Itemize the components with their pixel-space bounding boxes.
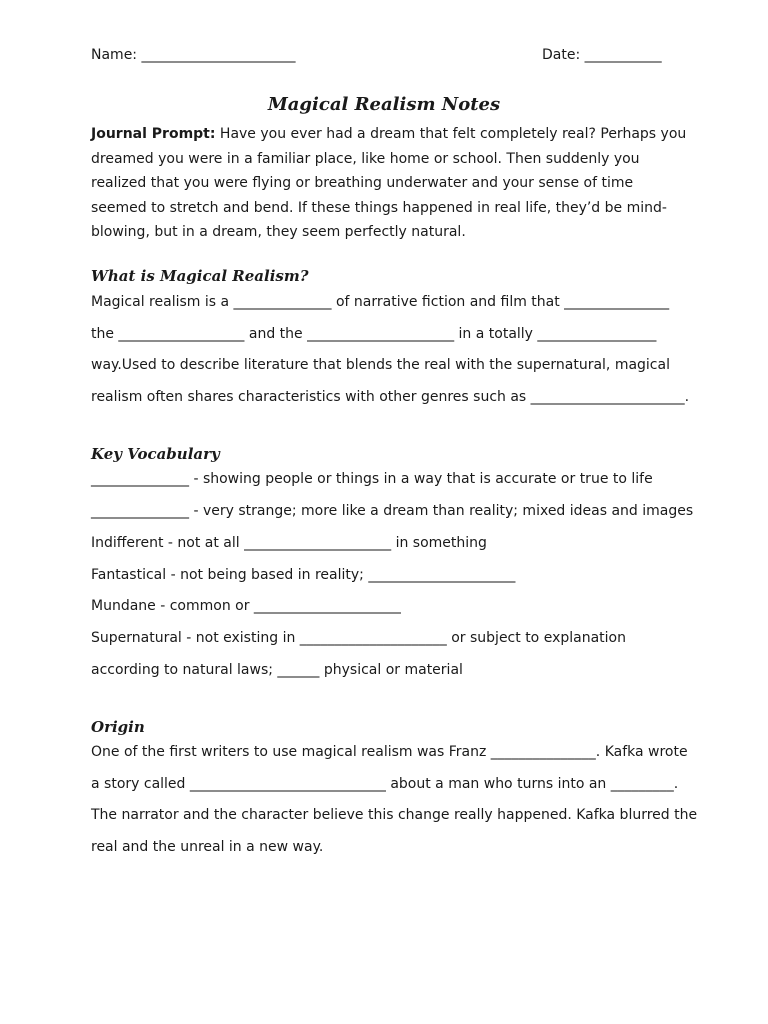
vocab-line: ______________ - very strange; more like a dream than reality; mixed ideas and images [91,503,694,519]
journal-prompt-label: Journal Prompt: [91,126,216,142]
vocab-line: according to natural laws; ______ physical or material [91,662,463,678]
origin-line: One of the first writers to use magical realism was Franz _______________. Kafka wrote [91,744,688,760]
vocab-line: Supernatural - not existing in _____________________ or subject to explanation [91,630,626,646]
what-is-line: the __________________ and the _____________________ in a totally _________________ [91,326,657,342]
origin-line: real and the unreal in a new way. [91,839,324,855]
vocab-line: Fantastical - not being based in reality; _____________________ [91,567,516,583]
what-is-line: Magical realism is a ______________ of narrative fiction and film that _______________ [91,294,670,310]
key-vocabulary-heading: Key Vocabulary [91,445,220,463]
vocab-line: ______________ - showing people or things in a way that is accurate or true to life [91,471,653,487]
vocab-line: Indifferent - not at all _____________________ in something [91,535,487,551]
header-row [91,47,671,69]
vocab-line: Mundane - common or _____________________ [91,598,401,614]
origin-line: The narrator and the character believe this change really happened. Kafka blurred the [91,807,698,823]
date-field: Date: ___________ [542,47,662,63]
what-is-line: way.Used to describe literature that blends the real with the supernatural, magical [91,357,670,373]
origin-line: a story called ____________________________ about a man who turns into an _________. [91,776,679,792]
name-field: Name: ______________________ [91,47,296,63]
journal-prompt [91,122,687,245]
what-is-heading: What is Magical Realism? [91,267,309,285]
page-title: Magical Realism Notes [267,94,501,115]
journal-prompt-text: Have you ever had a dream that felt completely real? Perhaps you dreamed you were in a familiar place, like home or school. Then suddenly you realized that you were flying or breathing underwater and your sense of time seemed to stretch and bend. If these things happened in real life, they’d be mind-blowing, but in a dream, they seem perfectly natural. [91,126,687,241]
what-is-line: realism often shares characteristics with other genres such as ______________________. [91,389,690,405]
origin-heading: Origin [91,718,145,736]
